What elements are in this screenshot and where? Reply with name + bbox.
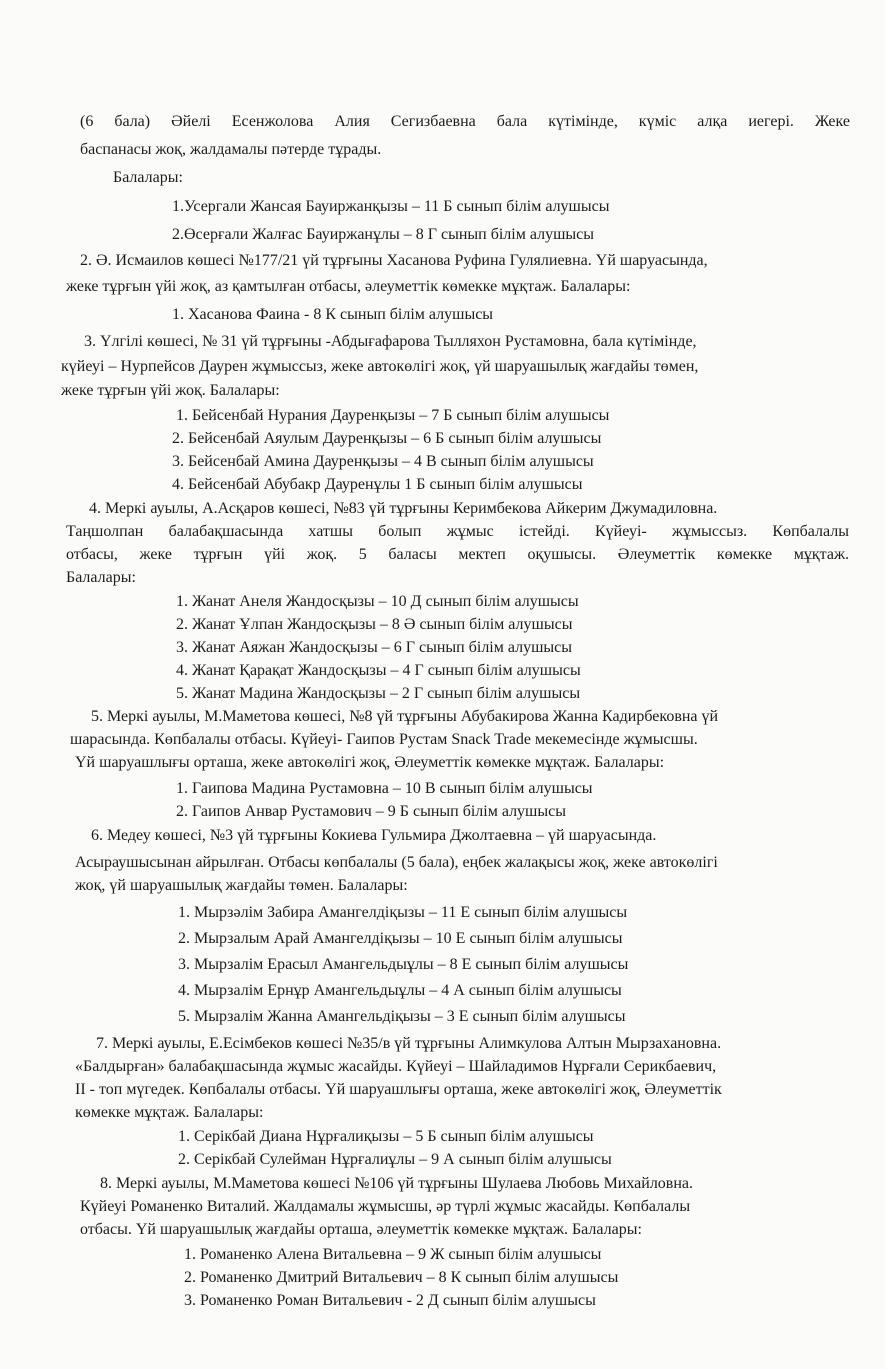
children-heading: Балалары: bbox=[113, 169, 183, 186]
paragraph-line: Таңшолпан балабақшасында хатшы болып жұмыс істейді. Күйеуі- жұмыссыз. Көпбалалы bbox=[66, 523, 849, 540]
paragraph-line: Үй шаруашлығы орташа, жеке автокөлігі жоқ, Әлеуметтік көмекке мұқтаж. Балалары: bbox=[75, 754, 665, 771]
paragraph-line: 4. Меркі ауылы, А.Асқаров көшесі, №83 үй тұрғыны Керимбекова Айкерим Джумадиловна. bbox=[89, 500, 718, 517]
child-item: 2. Бейсенбай Аяулым Дауренқызы – 6 Б сынып білім алушысы bbox=[172, 430, 602, 447]
child-item: 5. Мырзалім Жанна Амангельдіқызы – 3 Е сынып білім алушысы bbox=[178, 1008, 626, 1025]
child-item: 1. Гаипова Мадина Рустамовна – 10 В сынып білім алушысы bbox=[176, 780, 593, 797]
child-item: 1. Серікбай Диана Нұрғалиқызы – 5 Б сынып білім алушысы bbox=[178, 1128, 594, 1145]
child-item: 2. Мырзалым Арай Амангелдіқызы – 10 Е сынып білім алушысы bbox=[178, 930, 623, 947]
child-item: 4. Мырзалім Ернұр Амангельдыұлы – 4 А сынып білім алушысы bbox=[178, 982, 622, 999]
paragraph-line: ІІ - топ мүгедек. Көпбалалы отбасы. Үй шаруашлығы орташа, жеке автокөлігі жоқ, Әлеуметтік bbox=[75, 1081, 722, 1098]
paragraph-line: Күйеуі Романенко Виталий. Жалдамалы жұмысшы, әр түрлі жұмыс жасайды. Көпбалалы bbox=[80, 1198, 691, 1215]
paragraph-line: отбасы, жеке тұрғын үйі жоқ. 5 баласы мектеп оқушысы. Әлеуметтік көмекке мұқтаж. bbox=[66, 546, 849, 563]
child-item: 2. Романенко Дмитрий Витальевич – 8 К сынып білім алушысы bbox=[184, 1269, 619, 1286]
child-item: 3. Жанат Аяжан Жандосқызы – 6 Г сынып білім алушысы bbox=[176, 639, 573, 656]
child-item: 5. Жанат Мадина Жандосқызы – 2 Г сынып білім алушысы bbox=[176, 685, 581, 702]
child-item: 2. Серікбай Сулейман Нұрғалиұлы – 9 А сынып білім алушысы bbox=[178, 1151, 612, 1168]
paragraph-line: шарасында. Көпбалалы отбасы. Күйеуі- Гаипов Рустам Snack Trade мекемесінде жұмысшы. bbox=[70, 731, 698, 748]
child-item: 1.Усергали Жансая Бауиржанқызы – 11 Б сынып білім алушысы bbox=[172, 198, 610, 215]
child-item: 1. Бейсенбай Нурания Дауренқызы – 7 Б сынып білім алушысы bbox=[176, 407, 610, 424]
paragraph-line: 5. Меркі ауылы, М.Маметова көшесі, №8 үй тұрғыны Абубакирова Жанна Кадирбековна үй bbox=[91, 708, 719, 725]
child-item: 3. Бейсенбай Амина Дауренқызы – 4 В сынып білім алушысы bbox=[172, 453, 594, 470]
child-item: 3. Мырзалім Ерасыл Амангельдыұлы – 8 Е сынып білім алушысы bbox=[178, 956, 629, 973]
paragraph-line: Асыраушысынан айрылған. Отбасы көпбалалы (5 бала), еңбек жалақысы жоқ, жеке автокөлігі bbox=[75, 854, 718, 871]
child-item: 2.Өсерғали Жалғас Бауиржанұлы – 8 Г сынып білім алушысы bbox=[172, 226, 594, 243]
child-item: 1. Мырзәлім Забира Амангелдіқызы – 11 Е сынып білім алушысы bbox=[178, 904, 628, 921]
paragraph-line: 7. Меркі ауылы, Е.Есімбеков көшесі №35/в үй тұрғыны Алимкулова Алтын Мырзахановна. bbox=[96, 1035, 722, 1052]
paragraph-line: отбасы. Үй шаруашылық жағдайы орташа, әлеуметтік көмекке мұқтаж. Балалары: bbox=[80, 1221, 642, 1238]
paragraph-line: 3. Үлгілі көшесі, № 31 үй тұрғыны -Абдығафарова Тылляхон Рустамовна, бала күтімінде, bbox=[84, 333, 697, 350]
paragraph-line: «Балдырған» балабақшасында жұмыс жасайды. Күйеуі – Шайладимов Нұрғали Серикбаевич, bbox=[75, 1058, 717, 1075]
children-heading: Балалары: bbox=[66, 569, 136, 586]
child-item: 4. Жанат Қарақат Жандосқызы – 4 Г сынып білім алушысы bbox=[176, 662, 581, 679]
paragraph-line: жеке тұрғын үйі жоқ, аз қамтылған отбасы, әлеуметтік көмекке мұқтаж. Балалары: bbox=[66, 278, 631, 295]
child-item: 1. Романенко Алена Витальевна – 9 Ж сынып білім алушысы bbox=[184, 1246, 602, 1263]
paragraph-line: баспанасы жоқ, жалдамалы пәтерде тұрады. bbox=[80, 141, 382, 158]
paragraph-line: 6. Медеу көшесі, №3 үй тұрғыны Кокиева Гульмира Джолтаевна – үй шаруасында. bbox=[91, 827, 657, 844]
paragraph-line: жоқ, үй шаруашылық жағдайы төмен. Балалары: bbox=[75, 877, 408, 894]
child-item: 2. Гаипов Анвар Рустамович – 9 Б сынып білім алушысы bbox=[176, 803, 566, 820]
child-item: 1. Хасанова Фаина - 8 К сынып білім алушысы bbox=[172, 306, 494, 323]
paragraph-line: 8. Меркі ауылы, М.Маметова көшесі №106 үй тұрғыны Шулаева Любовь Михайловна. bbox=[100, 1175, 694, 1192]
paragraph-line: 2. Ә. Исмаилов көшесі №177/21 үй тұрғыны Хасанова Руфина Гулялиевна. Үй шаруасында, bbox=[80, 252, 708, 269]
paragraph-line: көмекке мұқтаж. Балалары: bbox=[75, 1104, 264, 1121]
child-item: 1. Жанат Анеля Жандосқызы – 10 Д сынып білім алушысы bbox=[176, 593, 579, 610]
child-item: 3. Романенко Роман Витальевич - 2 Д сынып білім алушысы bbox=[184, 1292, 596, 1309]
paragraph-line: жеке тұрғын үйі жоқ. Балалары: bbox=[61, 382, 280, 399]
child-item: 2. Жанат Ұлпан Жандосқызы – 8 Ә сынып білім алушысы bbox=[176, 616, 573, 633]
paragraph-line: (6 бала) Әйелі Есенжолова Алия Сегизбаевна бала күтімінде, күміс алқа иегері. Жеке bbox=[80, 113, 850, 130]
child-item: 4. Бейсенбай Абубакр Дауренұлы 1 Б сынып білім алушысы bbox=[172, 476, 583, 493]
paragraph-line: күйеуі – Нурпейсов Даурен жұмыссыз, жеке автокөлігі жоқ, үй шаруашылық жағдайы төмен, bbox=[61, 358, 699, 375]
